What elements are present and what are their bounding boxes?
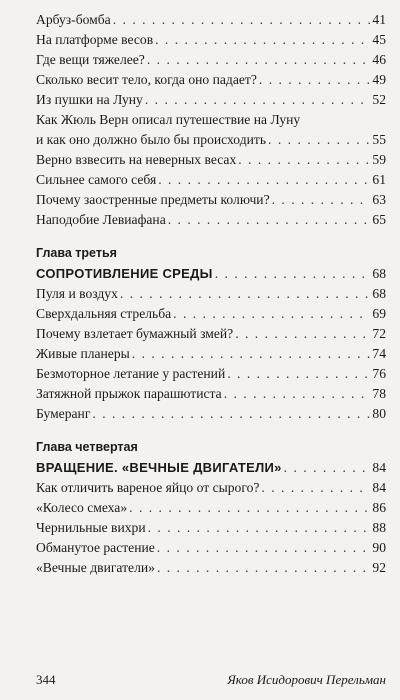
leader-dots (227, 364, 370, 384)
toc-entry (36, 304, 386, 324)
toc-entry (36, 364, 386, 384)
leader-dots (148, 518, 371, 538)
leader-dots (235, 324, 370, 344)
toc-entry-page: 55 (372, 132, 386, 147)
toc-entry (36, 190, 386, 210)
toc-entry-title: Почему заостренные предметы колючи? (36, 192, 270, 207)
toc-entry-page: 76 (372, 366, 386, 381)
toc-entry-title: Где вещи тяжелее? (36, 52, 145, 67)
toc-entry-title: «Вечные двигатели» (36, 560, 155, 575)
toc-entry-title: Безмоторное летание у растений (36, 366, 226, 381)
toc-entry-page: 63 (372, 192, 386, 207)
toc-entry-page: 45 (372, 32, 386, 47)
toc-entry-title: Наподобие Левиафана (36, 212, 166, 227)
toc-entry-page: 59 (372, 152, 386, 167)
table-of-contents (36, 10, 386, 578)
toc-entry (36, 50, 386, 70)
leader-dots (158, 170, 370, 190)
running-author: Яков Исидорович Перельман (227, 672, 386, 687)
chapter-heading (36, 264, 386, 284)
leader-dots (238, 150, 370, 170)
toc-entry-title: Сильнее самого себя (36, 172, 157, 187)
toc-entry (36, 518, 386, 538)
toc-entry-title: Верно взвесить на неверных весах (36, 152, 237, 167)
toc-entry (36, 404, 386, 424)
toc-entry (36, 558, 386, 578)
toc-entry-title: Арбуз-бомба (36, 12, 111, 27)
toc-entry-page: 68 (372, 286, 386, 301)
chapter-label: Глава третья (36, 246, 117, 260)
page-number: 344 (36, 672, 56, 687)
toc-entry (36, 90, 386, 110)
toc-entry (36, 130, 386, 150)
leader-dots (261, 478, 370, 498)
toc-entry-page: 65 (372, 212, 386, 227)
toc-entry-page: 74 (372, 346, 386, 361)
leader-dots (284, 458, 371, 478)
toc-entry-page: 41 (372, 12, 386, 27)
toc-entry-page: 92 (372, 560, 386, 575)
leader-dots (168, 210, 371, 230)
toc-entry (36, 344, 386, 364)
toc-entry (36, 150, 386, 170)
toc-entry-title: Бумеранг (36, 406, 91, 421)
toc-entry (36, 70, 386, 90)
leader-dots (259, 70, 371, 90)
toc-entry-page: 61 (372, 172, 386, 187)
toc-entry-page: 46 (372, 52, 386, 67)
toc-entry (36, 10, 386, 30)
leader-dots (132, 344, 371, 364)
toc-entry-page: 69 (372, 306, 386, 321)
leader-dots (145, 90, 371, 110)
leader-dots (155, 30, 370, 50)
leader-dots (215, 264, 371, 284)
leader-dots (92, 404, 370, 424)
toc-entry (36, 170, 386, 190)
toc-entry (36, 384, 386, 404)
leader-dots (120, 284, 371, 304)
toc-entry-page: 84 (372, 480, 386, 495)
toc-top-list (36, 10, 386, 230)
chapter-label: Глава четвертая (36, 440, 138, 454)
leader-dots (224, 384, 371, 404)
toc-entry-title: Сверхдальняя стрельба (36, 306, 172, 321)
toc-entry-title: Живые планеры (36, 346, 130, 361)
toc-entry-title: На платформе весов (36, 32, 154, 47)
toc-entry-page: 86 (372, 500, 386, 515)
toc-entry-title-line1: Как Жюль Верн описал путешествие на Луну (36, 112, 301, 127)
toc-entry-title: Почему взлетает бумажный змей? (36, 326, 234, 341)
toc-entry-page: 72 (372, 326, 386, 341)
toc-entry (36, 30, 386, 50)
toc-entry-page: 88 (372, 520, 386, 535)
toc-entry (36, 210, 386, 230)
chapter-heading (36, 458, 386, 478)
leader-dots (129, 498, 370, 518)
toc-entry-page: 80 (372, 406, 386, 421)
toc-entry (36, 284, 386, 304)
toc-entry (36, 478, 386, 498)
toc-entry-page: 78 (372, 386, 386, 401)
leader-dots (157, 538, 371, 558)
chapter-title: ВРАЩЕНИЕ. «ВЕЧНЫЕ ДВИГАТЕЛИ» (36, 460, 282, 475)
toc-entry-page: 52 (372, 92, 386, 107)
toc-entry-title: Чернильные вихри (36, 520, 146, 535)
leader-dots (147, 50, 371, 70)
toc-entry-title: Обманутое растение (36, 540, 155, 555)
chapter-three-section (36, 242, 386, 424)
chapter-title: СОПРОТИВЛЕНИЕ СРЕДЫ (36, 266, 213, 281)
toc-entry (36, 498, 386, 518)
toc-entry-title: Затяжной прыжок парашютиста (36, 386, 222, 401)
chapter-four-section (36, 436, 386, 578)
toc-entry (36, 538, 386, 558)
leader-dots (173, 304, 370, 324)
toc-entry-page: 90 (372, 540, 386, 555)
leader-dots (268, 130, 370, 150)
toc-entry-title: Пуля и воздух (36, 286, 118, 301)
toc-entry-title: «Колесо смеха» (36, 500, 128, 515)
leader-dots (157, 558, 370, 578)
leader-dots (113, 10, 371, 30)
toc-entry-title: Как отличить вареное яйцо от сырого? (36, 480, 260, 495)
page-footer (36, 672, 386, 688)
chapter-page: 84 (372, 460, 386, 475)
toc-entry-title-line2: и как оно должно было бы происходить (36, 132, 267, 147)
toc-entry-page: 49 (372, 72, 386, 87)
leader-dots (272, 190, 371, 210)
toc-entry-title: Сколько весит тело, когда оно падает? (36, 72, 257, 87)
chapter-page: 68 (372, 266, 386, 281)
toc-entry-title: Из пушки на Луну (36, 92, 143, 107)
toc-entry (36, 324, 386, 344)
